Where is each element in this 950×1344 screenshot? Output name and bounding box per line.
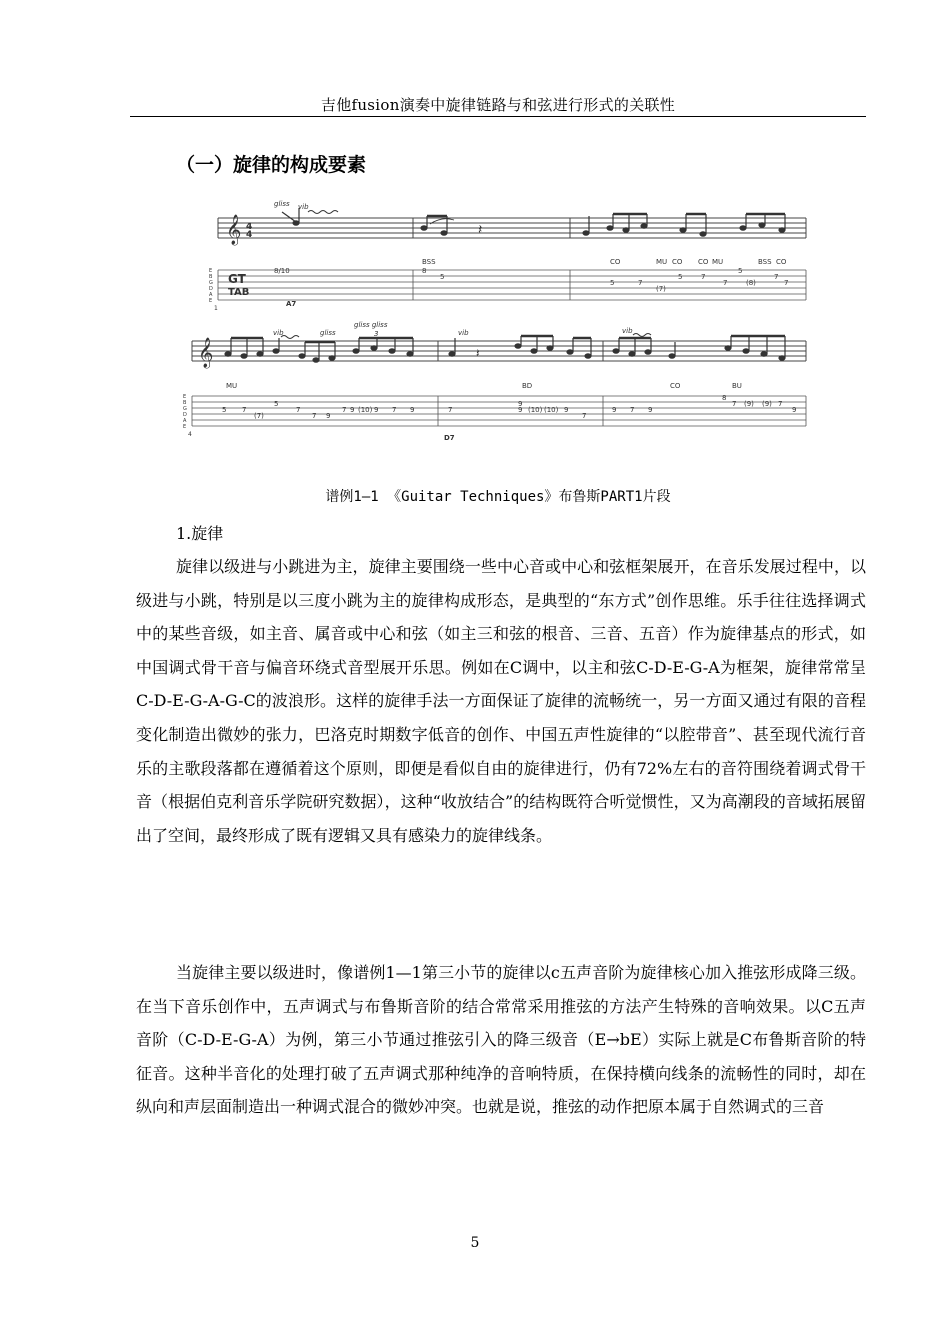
svg-text:BSS: BSS — [422, 258, 436, 266]
measure-number-4: 4 — [188, 431, 192, 438]
svg-text:9: 9 — [518, 406, 523, 414]
treble-clef-icon-2: 𝄞 — [198, 338, 214, 368]
svg-text:5: 5 — [738, 267, 743, 275]
svg-text:BU: BU — [732, 382, 742, 390]
svg-text:8: 8 — [722, 394, 727, 402]
svg-text:5: 5 — [440, 273, 445, 281]
row1-staff — [218, 218, 806, 238]
svg-text:7: 7 — [784, 279, 789, 287]
svg-text:9: 9 — [374, 406, 379, 414]
svg-text:7: 7 — [392, 406, 397, 414]
svg-text:G: G — [183, 406, 187, 412]
svg-text:(10): (10) — [544, 406, 559, 414]
svg-text:vib: vib — [458, 329, 469, 337]
row2-string-names — [183, 394, 187, 430]
row2-tab — [192, 396, 806, 426]
svg-text:MU: MU — [226, 382, 238, 390]
row1-technique-labels — [422, 258, 787, 266]
svg-text:7: 7 — [638, 279, 643, 287]
svg-text:9: 9 — [518, 400, 523, 408]
vib-label: vib — [298, 203, 309, 211]
svg-text:4: 4 — [246, 230, 253, 240]
svg-text:(9): (9) — [744, 400, 754, 408]
svg-text:9: 9 — [350, 406, 355, 414]
svg-text:𝄽: 𝄽 — [476, 346, 480, 360]
svg-text:9: 9 — [612, 406, 617, 414]
svg-text:vib: vib — [273, 329, 284, 337]
svg-text:B: B — [209, 274, 213, 280]
gliss-label: gliss — [274, 200, 290, 208]
svg-text:9: 9 — [326, 412, 331, 420]
svg-text:7: 7 — [778, 400, 783, 408]
paragraph-bending: 当旋律主要以级进时，像谱例1—1第三小节的旋律以c五声音阶为旋律核心加入推弦形成降三级。在当下音乐创作中，五声调式与布鲁斯音阶的结合常常采用推弦的方法产生特殊的音响效果。以C五声音阶（C-D-E-G-A）为例，第三小节通过推弦引入的降三级音（E→bE）实际上就是C布鲁斯音阶的特征音。这种半音化的处理打破了五声调式那种纯净的音响特质，在保持横向线条的流畅性的同时，却在纵向和声层面制造出一种调式混合的微妙冲突。也就是说，推弦的动作把原本属于自然调式的三音 — [136, 963, 866, 1117]
svg-text:gliss: gliss — [320, 329, 336, 337]
svg-text:5: 5 — [274, 400, 279, 408]
svg-text:7: 7 — [732, 400, 737, 408]
chord-label-a7: A7 — [286, 300, 297, 308]
figure-caption: 谱例1—1 《Guitar Techniques》布鲁斯PART1片段 — [325, 489, 671, 505]
tab-label-2: TAB — [228, 287, 250, 298]
svg-text:E: E — [183, 394, 187, 400]
svg-text:9: 9 — [792, 406, 797, 414]
row1-tab — [218, 270, 806, 300]
svg-text:BSS: BSS — [758, 258, 772, 266]
running-header: 吉他fusion演奏中旋律链路与和弦进行形式的关联性 — [320, 96, 676, 114]
svg-text:A: A — [209, 292, 213, 298]
row1-string-names — [209, 268, 213, 304]
svg-text:CO: CO — [670, 382, 681, 390]
svg-text:E: E — [183, 424, 187, 430]
svg-text:BD: BD — [522, 382, 533, 390]
svg-text:(7): (7) — [656, 285, 666, 293]
svg-text:MU: MU — [656, 258, 668, 266]
row1-fret-numbers — [274, 267, 788, 293]
svg-text:3: 3 — [374, 330, 379, 338]
svg-text:9: 9 — [648, 406, 653, 414]
row2-articulations — [273, 321, 633, 338]
svg-text:CO: CO — [672, 258, 683, 266]
svg-text:(10): (10) — [358, 406, 373, 414]
svg-text:7: 7 — [296, 406, 301, 414]
svg-text:G: G — [209, 280, 213, 286]
svg-text:gliss gliss: gliss gliss — [354, 321, 388, 329]
svg-text:4: 4 — [246, 222, 253, 232]
row2-staff — [192, 341, 806, 361]
chord-label-d7: D7 — [444, 434, 455, 442]
svg-text:CO: CO — [610, 258, 621, 266]
svg-text:(7): (7) — [254, 412, 264, 420]
svg-text:B: B — [183, 400, 187, 406]
svg-text:CO: CO — [698, 258, 709, 266]
svg-text:8/10: 8/10 — [274, 267, 290, 275]
row2-fret-numbers — [222, 394, 796, 420]
tab-label: GT — [228, 272, 246, 286]
svg-text:(10): (10) — [528, 406, 543, 414]
row2-technique-labels — [226, 382, 742, 390]
paragraph-melody: 旋律以级进与小跳进为主，旋律主要围绕一些中心音或中心和弦框架展开，在音乐发展过程中，以级进与小跳，特别是以三度小跳为主的旋律构成形态，是典型的“东方式”创作思维。乐手往往选择调式中的某些音级，如主音、属音或中心和弦（如主三和弦的根音、三音、五音）作为旋律基点的形式，如中国调式骨干音与偏音环绕式音型展开乐思。例如在C调中，以主和弦C-D-E-G-A为框架，旋律常常呈C-D-E-G-A-G-C的波浪形。这样的旋律手法一方面保证了旋律的流畅统一，另一方面又通过有限的音程变化制造出微妙的张力，巴洛克时期数字低音的创作、中国五声性旋律的“以腔带音”、甚至现代流行音乐的主歌段落都在遵循着这个原则，即便是看似自由的旋律进行，仍有72%左右的音符围绕着调式骨干音（根据伯克利音乐学院研究数据），这种“收放结合”的结构既符合听觉惯性，又为高潮段的音域拓展留出了空间，最终形成了既有逻辑又具有感染力的旋律线条。 — [136, 557, 866, 845]
row2-notes — [225, 336, 785, 362]
guitar-score-svg — [178, 196, 820, 446]
svg-text:7: 7 — [582, 412, 587, 420]
svg-text:A: A — [183, 418, 187, 424]
subsection-heading: 1.旋律 — [176, 524, 224, 543]
svg-text:CO: CO — [776, 258, 787, 266]
svg-text:8: 8 — [422, 267, 427, 275]
measure-number-1: 1 — [214, 305, 218, 312]
svg-text:5: 5 — [222, 406, 227, 414]
svg-text:D: D — [183, 412, 187, 418]
section-heading: （一）旋律的构成要素 — [176, 154, 367, 176]
svg-text:E: E — [209, 298, 213, 304]
svg-text:vib: vib — [622, 327, 633, 335]
svg-text:7: 7 — [448, 406, 453, 414]
svg-text:9: 9 — [564, 406, 569, 414]
page-number: 5 — [470, 1235, 480, 1251]
svg-text:MU: MU — [712, 258, 724, 266]
svg-text:7: 7 — [312, 412, 317, 420]
svg-text:7: 7 — [723, 279, 728, 287]
treble-clef-icon: 𝄞 — [226, 215, 242, 245]
svg-text:5: 5 — [678, 273, 683, 281]
header-rule — [130, 116, 866, 117]
svg-text:(8): (8) — [746, 279, 756, 287]
score-figure — [178, 196, 820, 446]
svg-text:7: 7 — [701, 273, 706, 281]
svg-text:7: 7 — [774, 273, 779, 281]
svg-text:7: 7 — [630, 406, 635, 414]
svg-text:𝄽: 𝄽 — [478, 222, 483, 238]
svg-text:5: 5 — [610, 279, 615, 287]
svg-text:(9): (9) — [762, 400, 772, 408]
svg-text:7: 7 — [242, 406, 247, 414]
svg-text:D: D — [209, 286, 213, 292]
svg-text:E: E — [209, 268, 213, 274]
svg-text:9: 9 — [410, 406, 415, 414]
svg-text:7: 7 — [342, 406, 347, 414]
